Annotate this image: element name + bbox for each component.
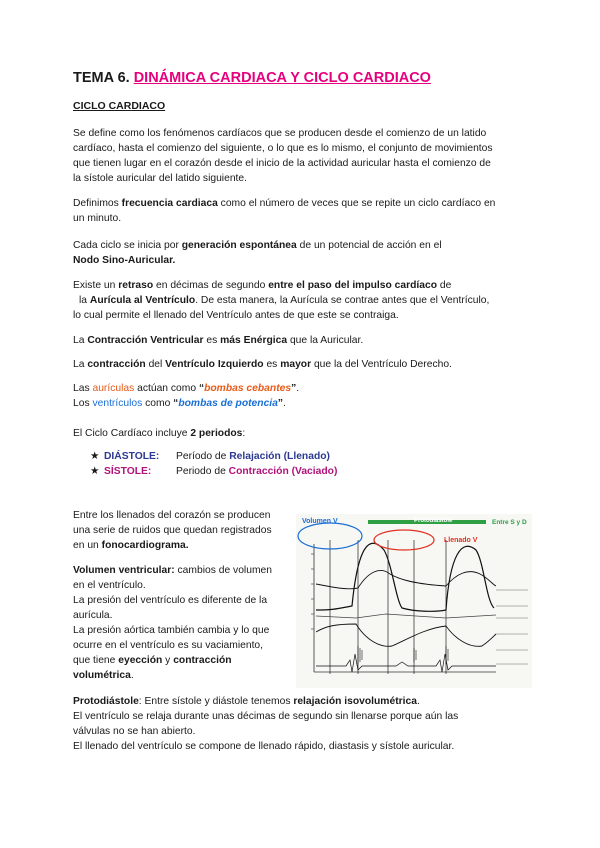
label-entre-s-d: Entre S y D — [492, 519, 527, 526]
section-heading: CICLO CARDIACO — [73, 100, 166, 112]
cardiac-cycle-figure — [296, 514, 532, 688]
label-llenado: Llenado V — [444, 537, 478, 544]
label-volumen: Volumen V — [302, 518, 338, 525]
star-icon: ★ — [90, 466, 100, 477]
paragraph-periods-intro: El Ciclo Cardíaco incluye 2 periodos: — [73, 428, 246, 439]
paragraph-contraction: La Contracción Ventricular es más Enérgica que la Auricular. — [73, 335, 364, 346]
list-item: ★ SÍSTOLE: Periodo de Contracción (Vaciado) — [90, 466, 338, 477]
page-title: TEMA 6. DINÁMICA CARDIACA Y CICLO CARDIACO — [73, 70, 431, 86]
star-icon: ★ — [90, 451, 100, 462]
document-page: TEMA 6. DINÁMICA CARDIACA Y CICLO CARDIACO CICLO CARDIACO Se define como los fenómenos cardíacos que se producen desde el comienzo de un latido cardíaco, hasta el comienzo del siguiente, o lo que es lo mismo, el conjunto de movimientos que tienen lugar en el corazón desde el inicio de la actividad auricular hasta el comienzo de la sístole auricular del latido siguiente. Definimos frecuencia cardiaca como el número de veces que se repite un ciclo cardíaco en un minuto. Cada ciclo se inicia por generación espontánea de un potencial de acción en el Nodo Sino-Auricular. Existe un retraso en décimas de segundo entre el paso del impulso cardíaco de la Aurícula al Ventrículo. De esta manera, la Aurícula se contrae antes que el Ventrículo, lo cual permite el llenado del Ventrículo antes de que este se contraiga. La Contracción Ventricular es más Enérgica que la Auricular. La contracción del Ventrículo Izquierdo es mayor que la del Ventrículo Derecho. Las aurículas actúan como “bombas cebantes”. Los ventrículos como “bombas de potencia”. El Ciclo Cardíaco incluye 2 periodos: ★ DIÁSTOLE: Período de Relajación (Llenado) ★ SÍSTOLE: Periodo de Contracción (Vaciado) Entre los llenados del corazón se producen una serie de ruidos que quedan registrados en un fonocardiograma. Volumen ventricular: cambios de volumen en el ventrículo. La presión del ventrículo es diferente de la aurícula. La presión aórtica también cambia y lo que ocurre en el ventrículo es su vaciamiento, que tiene eyección y contracción volumétrica. Volumen V Protodiástole Entre S y D Llenado V Protodiástole: Entre sístole y diástole tenemos relajación isovolumétrica. El ventrículo se relaja durante unas décimas de segundo sin llenarse porque aún las válvulas no se han abierto. El llenado del ventrículo se compone de llenado rápido, diastasis y sístole auricular. — [0, 0, 600, 848]
list-item: ★ DIÁSTOLE: Período de Relajación (Llenado) — [90, 451, 330, 462]
paragraph-left-ventricle: La contracción del Ventrículo Izquierdo es mayor que la del Ventrículo Derecho. — [73, 359, 452, 370]
label-protodiastole: Protodiástole — [414, 518, 453, 524]
